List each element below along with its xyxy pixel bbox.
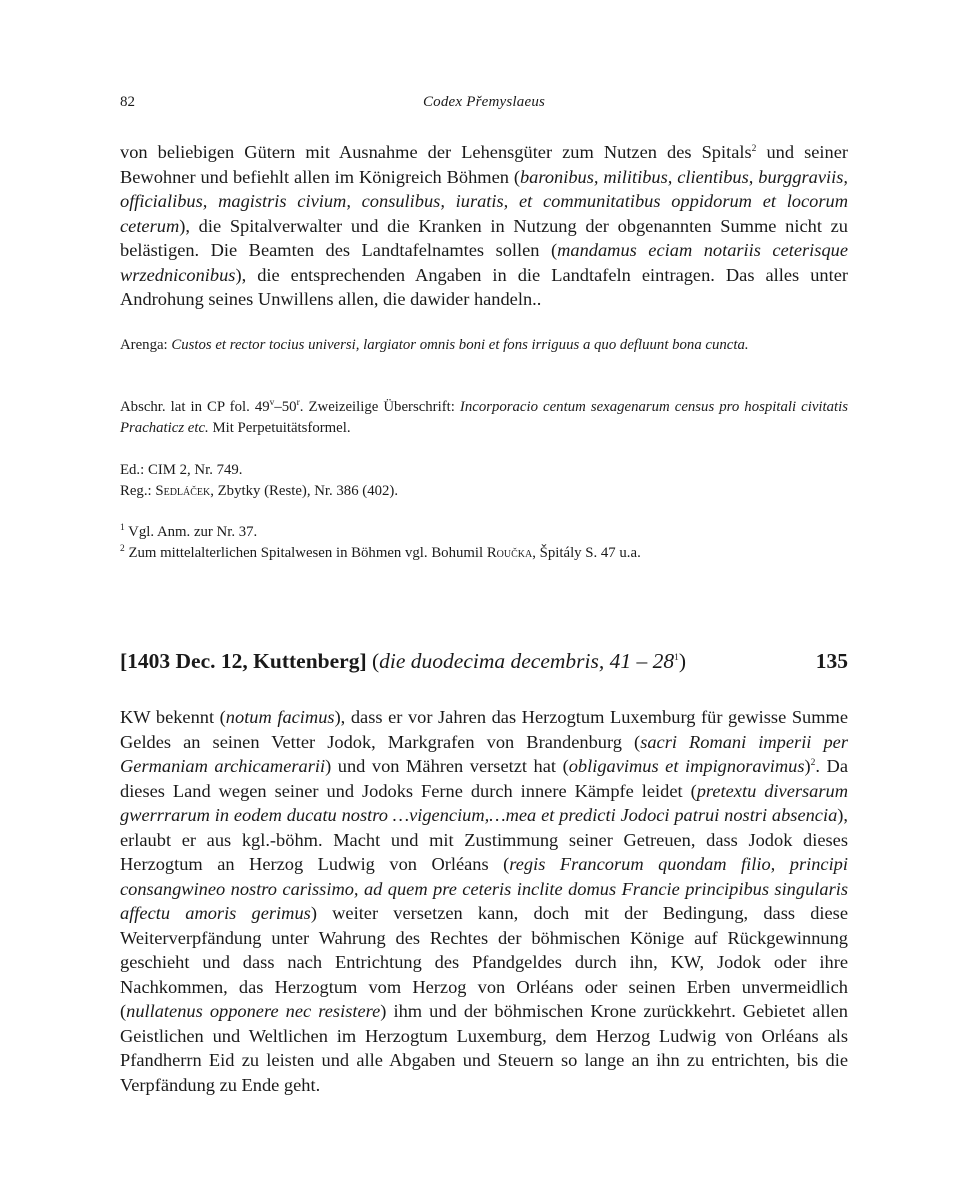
latin-quote: regis Francorum quondam filio, principi consangwineo nostro carissimo, ad quem pre ceteris inclite domus Francie principibus singularis affectu amoris gerimus xyxy=(120,854,848,923)
heading-quote: Incorporacio centum sexagenarum census pro hospitali civitatis Prachaticz etc. xyxy=(120,399,848,436)
transcript-text: Mit Perpetuitätsformel. xyxy=(208,419,351,436)
regest-text: ), erlaubt er aus kgl.-böhm. Macht und mit Zustimmung seiner Getreuen, dass Jodok dieses Herzogtum an Herzog Ludwig von Orléans ( xyxy=(120,805,848,874)
transcript-note xyxy=(120,397,848,438)
entry-date: [1403 Dec. 12, Kuttenberg] xyxy=(120,649,367,673)
latin-quote: baronibus, militibus, clientibus, burggraviis, officialibus, magistris civium, consulibus, iuratis, et communitatibus oppidorum et locorum ceterum xyxy=(120,166,848,236)
regest-line xyxy=(120,481,848,502)
regest-text: ) weiter versetzen kann, doch mit der Bedingung, dass diese Weiterverpfändung unter Wahrung des Rechtes der böhmischen Könige auf Rückgewinnung geschieht und dass nach Entrichtung des Pfandgeldes durch ihn, KW, Jodok oder ihre Nachkommen, das Herzogtum vom Herzog von Orléans oder seinen Erben unvermeidlich ( xyxy=(120,903,848,1021)
latin-quote: pretextu diversarum gwerrrarum in eodem ducatu nostro …vigencium,…mea et predicti Jodoci patrui nostri absencia xyxy=(120,780,848,825)
entry-date-place xyxy=(120,649,686,674)
latin-quote: nullatenus opponere nec resistere xyxy=(126,1001,381,1021)
arenga-label: Arenga: xyxy=(120,337,172,353)
regest-text: ) ihm und der böhmischen Krone zurückkehrt. Gebietet allen Geistlichen und Weltlichen im Herzogtum Luxemburg, dem Herzog Ludwig von Orléans als Pfandherrn Eid zu leisten und alle Abgaben und Steuern so lange an ihn zu entrichten, bis die Verpfändung zu Ende geht. xyxy=(120,1001,848,1095)
entry-heading xyxy=(120,649,848,679)
arenga-note xyxy=(120,335,848,356)
running-title: Codex Přemyslaeus xyxy=(422,94,546,110)
footnote-number: 1 xyxy=(120,523,125,534)
transcript-text: Abschr. lat in CP fol. 49 xyxy=(120,399,270,415)
regest-body xyxy=(120,705,848,1097)
latin-quote: obligavimus et impignoravimus xyxy=(568,756,805,776)
regest-text: und seiner Bewohner und befiehlt allen im Königreich Böhmen ( xyxy=(120,142,848,187)
footnote-ref: 2 xyxy=(810,757,816,768)
author-name: Roučka xyxy=(486,544,533,561)
footnote-text: Vgl. Anm. zur Nr. 37. xyxy=(124,524,258,540)
regest-ref: , Zbytky (Reste), Nr. 386 (402). xyxy=(210,482,399,499)
footnote-ref: 1 xyxy=(674,652,679,663)
footnote-text: , Špitály S. 47 u.a. xyxy=(532,544,641,561)
arenga-text: Custos et rector tocius universi, largiator omnis boni et fons irriguus a quo defluunt bona cuncta. xyxy=(171,337,749,353)
footnote-text: Zum mittelalterlichen Spitalwesen in Böhmen vgl. Bohumil xyxy=(124,544,487,561)
regest-text: ) xyxy=(804,756,811,776)
paren-close: ) xyxy=(678,649,687,673)
folio-recto: r xyxy=(296,398,300,409)
footnote-number: 2 xyxy=(120,543,125,554)
folio-verso: v xyxy=(269,398,275,409)
latin-quote: notum facimus xyxy=(225,707,335,727)
regest-text: . Da dieses Land wegen seiner und Jodoks Ferne durch innere Kämpfe leidet ( xyxy=(120,756,849,801)
edition-line: Ed.: CIM 2, Nr. 749. xyxy=(120,462,243,478)
page-header xyxy=(120,94,848,118)
latin-quote: sacri Romani imperii per Germaniam archicamerarii xyxy=(120,731,848,776)
page-number: 82 xyxy=(120,94,135,110)
footnote-1 xyxy=(120,522,848,543)
transcript-text: –50 xyxy=(274,399,297,415)
editions-note xyxy=(120,460,848,501)
regest-text: ) und von Mähren versetzt hat ( xyxy=(325,756,569,776)
transcript-text: . Zweizeilige Überschrift: xyxy=(299,399,460,415)
entry-dating-formula: die duodecima decembris, 41 – 28 xyxy=(379,649,675,673)
latin-quote: mandamus eciam notariis ceterisque wrzedniconibus xyxy=(120,240,848,285)
regest-text: von beliebigen Gütern mit Ausnahme der Lehensgüter zum Nutzen des Spitals xyxy=(120,142,752,162)
regest-label: Reg.: xyxy=(120,482,156,499)
footnote-ref: 2 xyxy=(751,143,757,154)
footnote-2 xyxy=(120,543,848,564)
footnotes xyxy=(120,522,848,563)
paren-open: ( xyxy=(366,649,380,673)
regest-continuation xyxy=(120,140,848,312)
regest-text: ), die entsprechenden Angaben in die Landtafeln eintragen. Das alles unter Androhung seines Unwillens allen, die dawider handeln.. xyxy=(120,264,848,309)
regest-text: KW bekennt ( xyxy=(120,707,226,727)
regest-text: ), die Spitalverwalter und die Kranken in Nutzung der obgenannten Summe nicht zu belästigen. Die Beamten des Landtafelnamtes sollen ( xyxy=(120,215,848,260)
entry-number: 135 xyxy=(815,649,848,673)
regest-text: ), dass er vor Jahren das Herzogtum Luxemburg für gewisse Summe Geldes an seinen Vetter Jodok, Markgrafen von Brandenburg ( xyxy=(120,707,849,752)
author-name: Sedláček xyxy=(155,482,211,499)
